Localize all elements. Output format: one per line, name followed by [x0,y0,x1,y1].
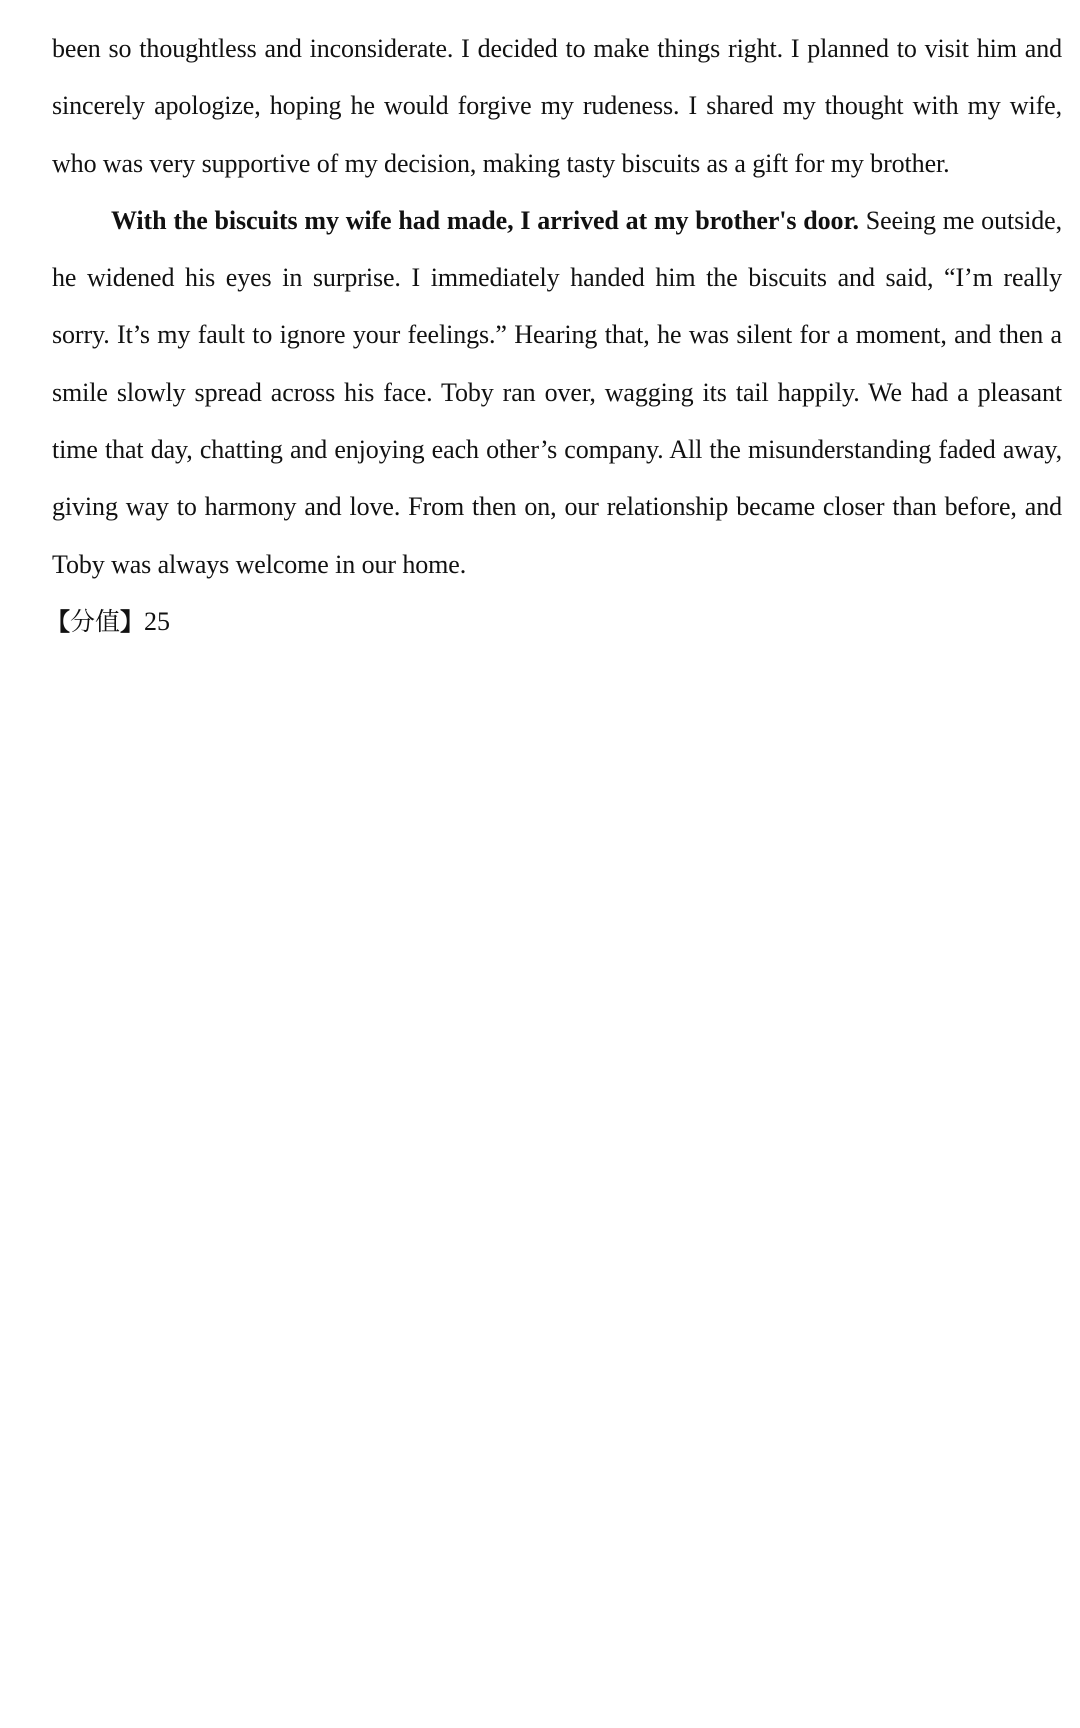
given-opening-sentence: With the biscuits my wife had made, I arrived at my brother's door. [111,205,859,235]
paragraph-body: Seeing me outside, he widened his eyes in surprise. I immediately handed him the biscuits and said, “I’m really sorry. It’s my fault to ignore your feelings.” Hearing that, he was silent for a moment, and then a smile slowly spread across his face. Toby ran over, wagging its tail happily. We had a pleasant time that day, chatting and enjoying each other’s company. All the misunderstanding faded away, giving way to harmony and love. From then on, our relationship became closer than before, and Toby was always welcome in our home. [52,205,1062,579]
paragraph-continuation-writing [52,192,1062,593]
paragraph-continuation: been so thoughtless and inconsiderate. I decided to make things right. I planned to visit him and sincerely apologize, hoping he would forgive my rudeness. I shared my thought with my wife, who was very supportive of my decision, making tasty biscuits as a gift for my brother. [52,34,1062,178]
score-bracket-close: 】 [120,607,145,636]
score-value: 25 [144,606,171,636]
score-bracket-open: 【 [46,607,70,636]
document-page [46,20,1062,651]
score-label: 分值 [70,606,121,636]
score-line [46,593,1062,651]
